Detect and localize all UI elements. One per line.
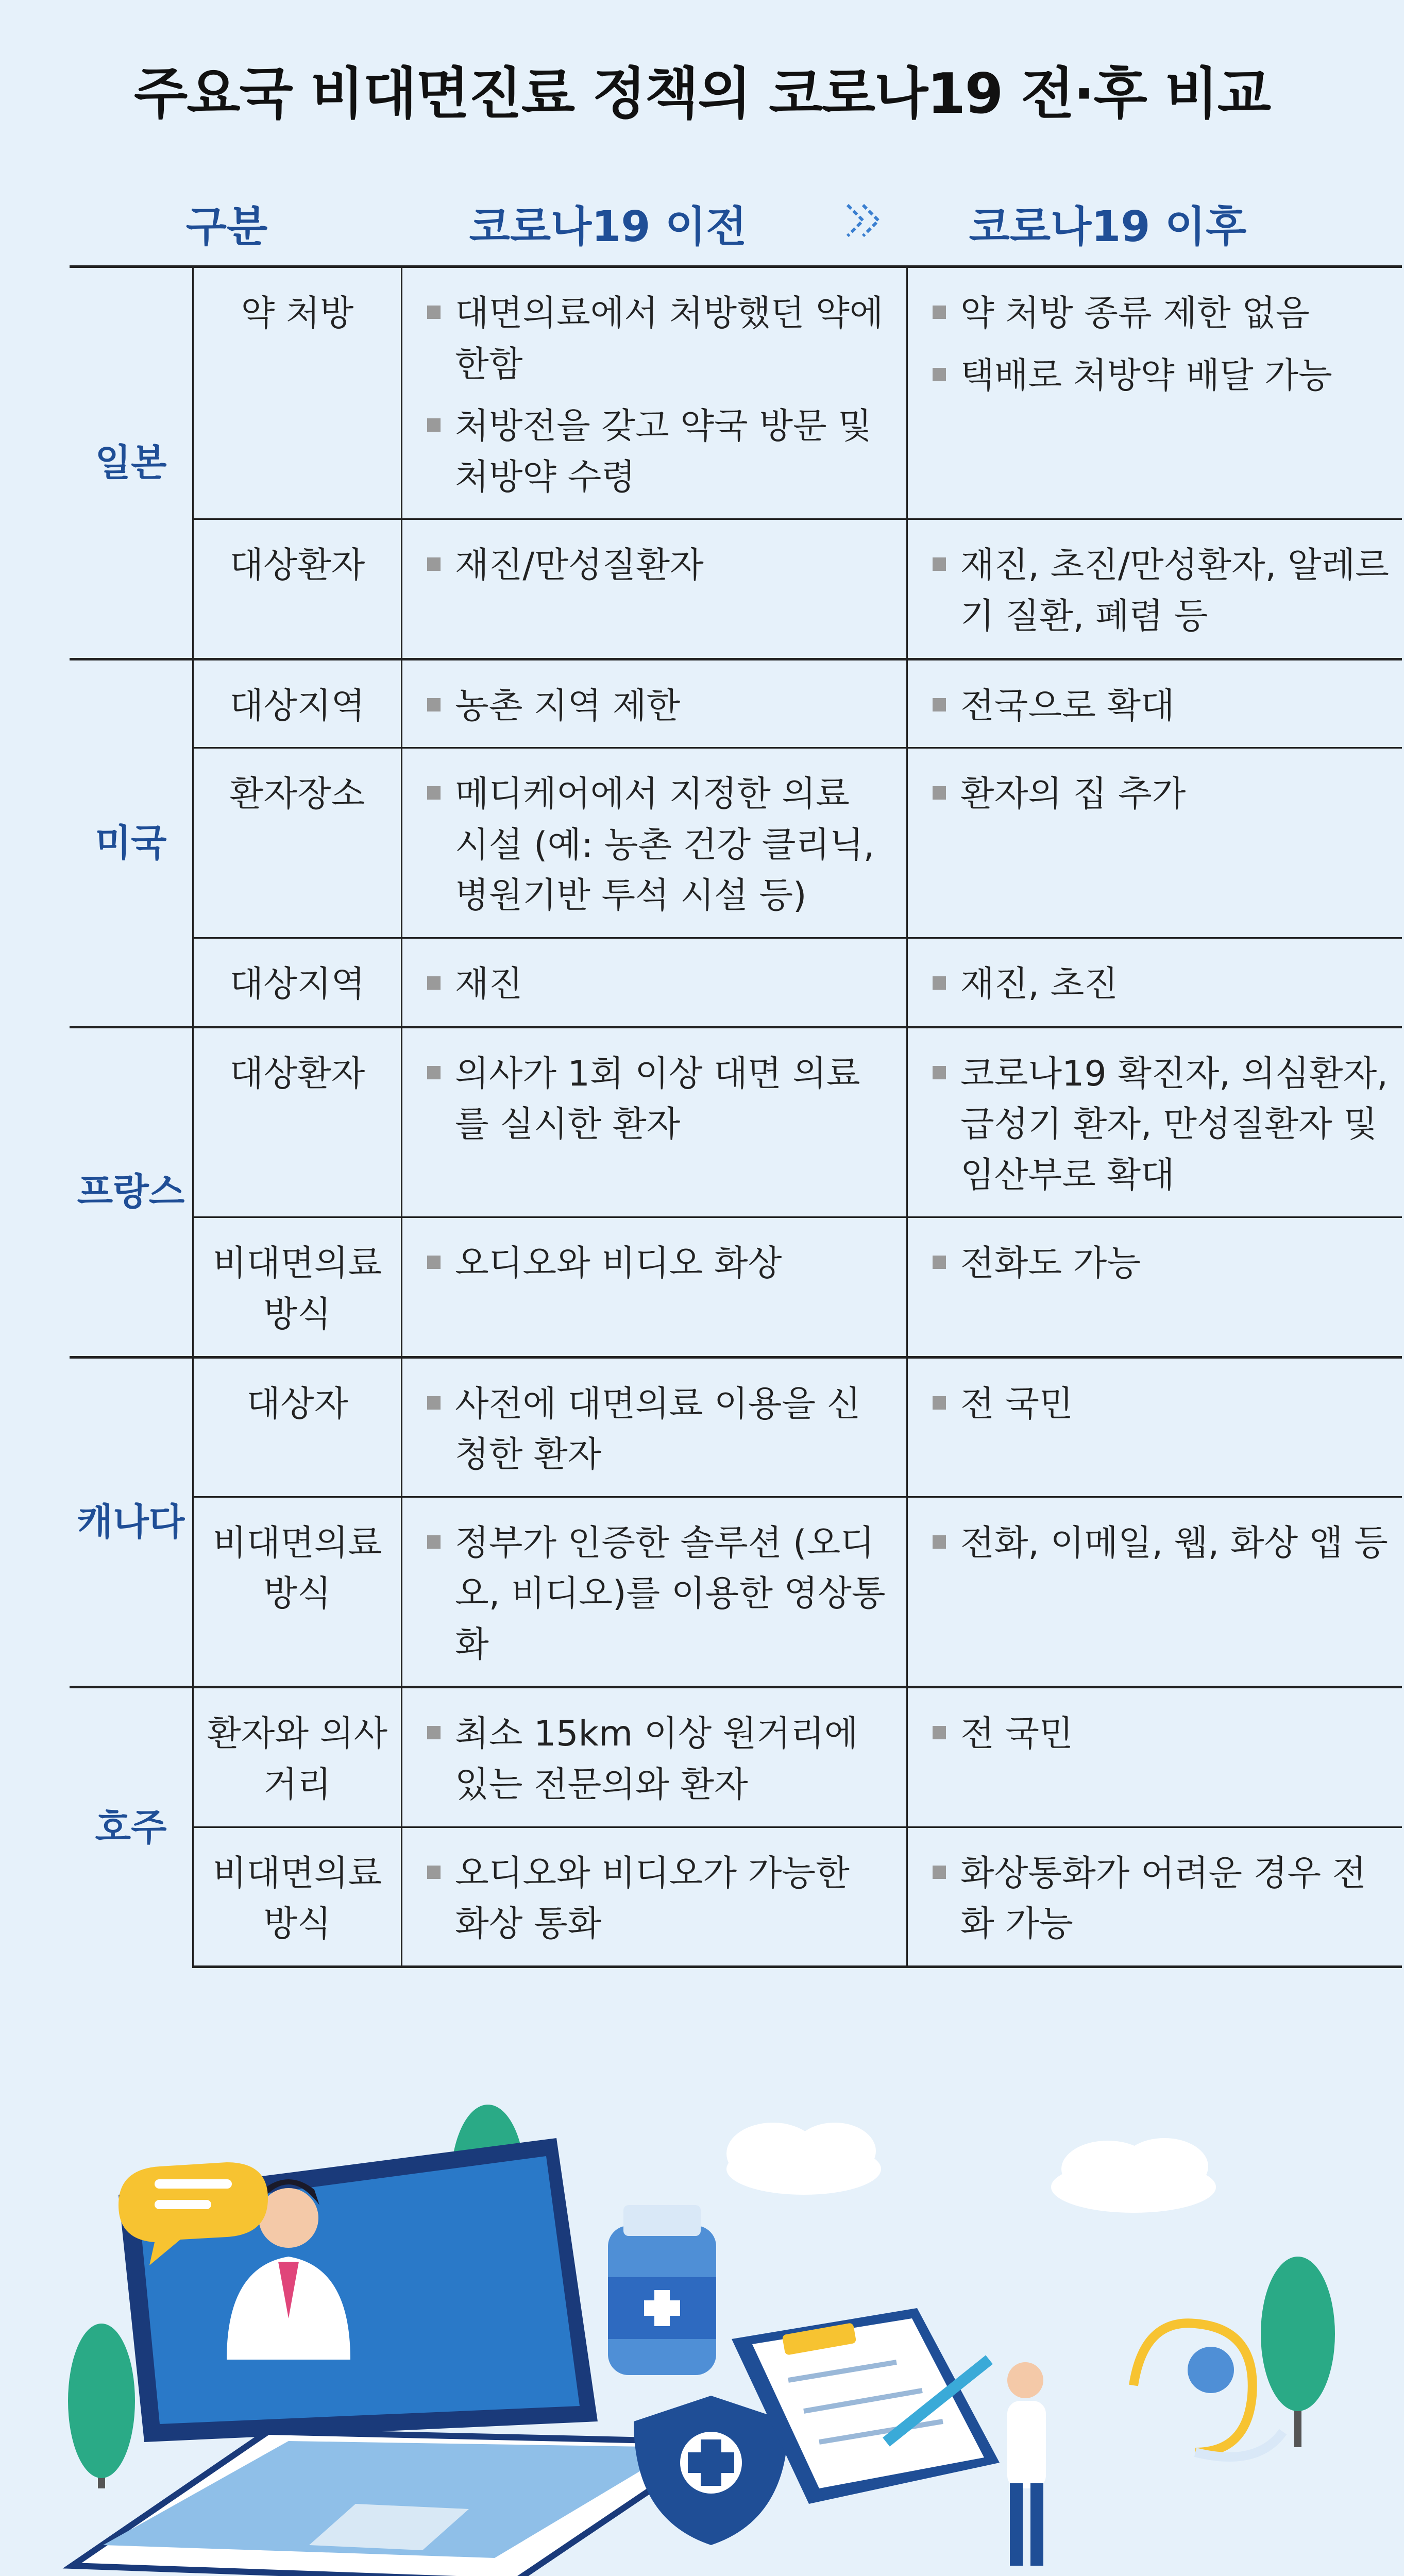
category-cell: 약 처방 — [193, 267, 402, 519]
after-cell — [907, 748, 1402, 938]
category-cell: 대상환자 — [193, 1027, 402, 1217]
table-row — [70, 748, 1402, 938]
bullet-item: 오디오와 비디오 화상 — [425, 1239, 894, 1290]
category-cell: 환자와 의사 거리 — [193, 1687, 402, 1827]
table-row — [70, 1217, 1402, 1357]
bullet-item: 재진/만성질환자 — [425, 540, 894, 591]
header-category: 구분 — [185, 202, 268, 251]
bullet-item: 전국으로 확대 — [931, 681, 1397, 732]
before-cell — [402, 748, 907, 938]
telemedicine-illustration — [0, 2092, 1404, 2576]
bullet-item: 의사가 1회 이상 대면 의료를 실시한 환자 — [425, 1049, 894, 1150]
after-cell — [907, 1217, 1402, 1357]
chevron-right-icon — [840, 195, 891, 246]
country-label: 캐나다 — [70, 1357, 193, 1687]
table-row — [70, 1687, 1402, 1827]
table-row — [70, 1357, 1402, 1497]
after-cell — [907, 1687, 1402, 1827]
category-cell: 대상자 — [193, 1357, 402, 1497]
after-cell — [907, 1827, 1402, 1967]
category-cell: 비대면의료 방식 — [193, 1497, 402, 1687]
after-cell — [907, 519, 1402, 659]
country-label: 프랑스 — [70, 1027, 193, 1357]
after-cell — [907, 1357, 1402, 1497]
bullet-item: 환자의 집 추가 — [931, 769, 1397, 820]
category-cell: 대상환자 — [193, 519, 402, 659]
bullet-item: 메디케어에서 지정한 의료 시설 (예: 농촌 건강 클리닉, 병원기반 투석 시설 등) — [425, 769, 894, 922]
header-after: 코로나19 이후 — [969, 202, 1247, 251]
before-cell — [402, 1497, 907, 1687]
before-cell — [402, 1027, 907, 1217]
bullet-item: 재진, 초진 — [931, 959, 1397, 1010]
before-cell — [402, 1827, 907, 1967]
country-label: 일본 — [70, 267, 193, 659]
bullet-item: 농촌 지역 제한 — [425, 681, 894, 732]
table-row — [70, 1027, 1402, 1217]
category-cell: 비대면의료 방식 — [193, 1827, 402, 1967]
bullet-item: 약 처방 종류 제한 없음 — [931, 289, 1397, 340]
bullet-item: 대면의료에서 처방했던 약에 한함 — [425, 289, 894, 390]
bullet-item: 정부가 인증한 솔루션 (오디오, 비디오)를 이용한 영상통화 — [425, 1518, 894, 1671]
before-cell — [402, 659, 907, 748]
bullet-item: 재진 — [425, 959, 894, 1010]
table-row — [70, 519, 1402, 659]
bullet-item: 화상통화가 어려운 경우 전화 가능 — [931, 1849, 1397, 1950]
bullet-item: 코로나19 확진자, 의심환자, 급성기 환자, 만성질환자 및 임산부로 확대 — [931, 1049, 1397, 1201]
after-cell — [907, 1497, 1402, 1687]
table-row — [70, 938, 1402, 1027]
table-row — [70, 1827, 1402, 1967]
category-cell: 대상지역 — [193, 659, 402, 748]
before-cell — [402, 519, 907, 659]
bullet-item: 택배로 처방약 배달 가능 — [931, 351, 1397, 402]
country-label: 미국 — [70, 659, 193, 1027]
bullet-item: 전화도 가능 — [931, 1239, 1397, 1290]
bullet-item: 오디오와 비디오가 가능한 화상 통화 — [425, 1849, 894, 1950]
bullet-item: 최소 15km 이상 원거리에 있는 전문의와 환자 — [425, 1709, 894, 1810]
category-cell: 환자장소 — [193, 748, 402, 938]
after-cell — [907, 1027, 1402, 1217]
after-cell — [907, 938, 1402, 1027]
bullet-item: 전 국민 — [931, 1709, 1397, 1760]
before-cell — [402, 1217, 907, 1357]
country-label: 호주 — [70, 1687, 193, 1967]
bullet-item: 사전에 대면의료 이용을 신청한 환자 — [425, 1379, 894, 1481]
header-before: 코로나19 이전 — [469, 202, 747, 251]
table-row — [70, 267, 1402, 519]
bullet-item: 전 국민 — [931, 1379, 1397, 1430]
table-row — [70, 1497, 1402, 1687]
before-cell — [402, 1687, 907, 1827]
after-cell — [907, 659, 1402, 748]
bullet-item: 처방전을 갖고 약국 방문 및 처방약 수령 — [425, 401, 894, 503]
category-cell: 대상지역 — [193, 938, 402, 1027]
category-cell: 비대면의료 방식 — [193, 1217, 402, 1357]
comparison-table — [70, 265, 1389, 1968]
bullet-item: 재진, 초진/만성환자, 알레르기 질환, 폐렴 등 — [931, 540, 1397, 642]
page-title: 주요국 비대면진료 정책의 코로나19 전·후 비교 — [133, 62, 1271, 126]
before-cell — [402, 938, 907, 1027]
table-row — [70, 659, 1402, 748]
before-cell — [402, 267, 907, 519]
before-cell — [402, 1357, 907, 1497]
bullet-item: 전화, 이메일, 웹, 화상 앱 등 — [931, 1518, 1397, 1569]
after-cell — [907, 267, 1402, 519]
